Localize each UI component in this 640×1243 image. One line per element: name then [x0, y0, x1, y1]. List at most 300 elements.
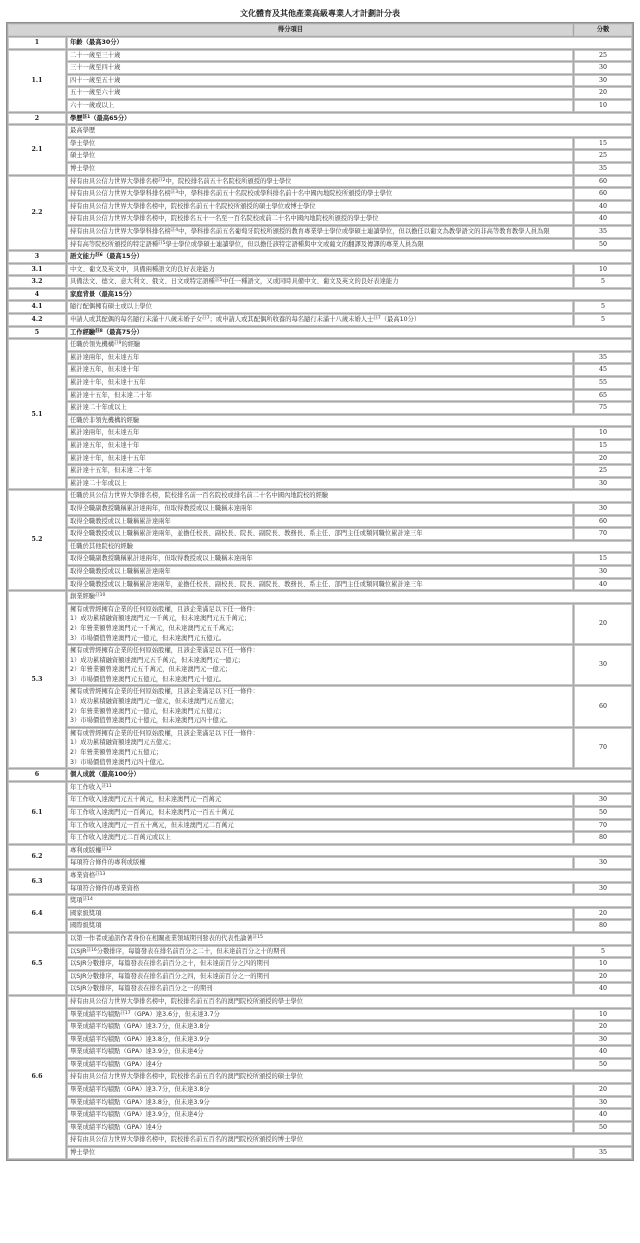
- section-label: 個人成就（最高100分）: [70, 771, 140, 779]
- table-row: [8, 62, 632, 74]
- criteria-text: 國家級獎項: [70, 909, 102, 917]
- header-item: 得分項目: [8, 24, 573, 36]
- criteria-cell: [67, 1021, 573, 1033]
- criteria-cell: [67, 908, 573, 920]
- table-row: [8, 1059, 632, 1071]
- subsection-number: 5.2: [8, 490, 66, 590]
- criteria-cell: [67, 427, 573, 439]
- score-value: 5: [574, 946, 632, 958]
- criteria-text: 最高學歷: [70, 127, 96, 135]
- criteria-line: 1）成功累積融資額達澳門元五億元；: [70, 739, 175, 747]
- criteria-cell: [67, 1084, 573, 1096]
- score-value: 50: [574, 239, 632, 251]
- score-value: 20: [574, 1084, 632, 1096]
- criteria-text: 任職於非領先機構的經驗: [70, 416, 140, 424]
- section-row: [8, 113, 632, 125]
- criteria-text: 二十一歲至三十歲: [70, 51, 121, 59]
- score-value: 25: [574, 50, 632, 62]
- criteria-text: 申請人或其配偶的每名隨行未滿十八歲未婚子女: [70, 316, 203, 324]
- criteria-cell: [67, 579, 573, 591]
- criteria-text-cont: （最高10分）: [380, 316, 421, 324]
- section-title: [67, 37, 632, 49]
- criteria-line: 擁有或曾經擁有企業的任何原始股權，且該企業滿足以下任一條件：: [70, 605, 259, 613]
- criteria-text: 年工作收入達澳門元五十萬元，但未達澳門元一百萬元: [70, 796, 222, 804]
- score-value: 30: [574, 1097, 632, 1109]
- criteria-text: 取得全職副教授職稱累計達兩年，但取得教授或以上職稱未達兩年: [70, 504, 253, 512]
- subsection-number: 6.6: [8, 996, 66, 1159]
- score-value: 75: [574, 402, 632, 414]
- table-row: [8, 1097, 632, 1109]
- criteria-cell: [67, 201, 573, 213]
- criteria-text: 年工作收入: [70, 783, 102, 791]
- score-value: 40: [574, 213, 632, 225]
- section-title: [67, 113, 632, 125]
- footnote-marker: 註15: [252, 934, 263, 940]
- criteria-text: 累計達五年，但未達十年: [70, 442, 140, 449]
- criteria-line: 3）市場價值曾達澳門元五億元，但未達澳門元十億元。: [70, 675, 226, 683]
- subgroup-heading-row: [8, 490, 632, 502]
- subgroup-heading-row: [8, 895, 632, 907]
- criteria-text: 持有由具公信力世界大學學科排名榜: [70, 227, 171, 235]
- score-value: 80: [574, 832, 632, 844]
- table-row: [8, 176, 632, 188]
- criteria-text: 任職於具公信力世界大學排名榜，院校排名前一百名院校或排名前二十名中國內地院校的經驗: [70, 492, 329, 500]
- subgroup-heading-row: [8, 782, 632, 794]
- table-row: [8, 364, 632, 376]
- score-value: 25: [574, 465, 632, 477]
- subsection-number: 5.3: [8, 591, 66, 768]
- subsection-number: 2.2: [8, 176, 66, 251]
- table-row: [8, 213, 632, 225]
- criteria-text: 畢業成績平均積點（GPA）達4分: [70, 1060, 163, 1068]
- footnote-marker: 註7: [373, 316, 381, 322]
- table-row: [8, 352, 632, 364]
- score-value: 30: [574, 883, 632, 895]
- criteria-text-cont: 中，學科排名前五名葡萄牙院校所頒授的教育專業學士學位或學碩士連讀學位，但以擔任以葡文為教學語文的非高等教育教學人員為限: [178, 227, 550, 235]
- subgroup-heading: [67, 339, 632, 351]
- criteria-cell: [67, 62, 573, 74]
- footnote-marker: 註3: [170, 190, 179, 196]
- table-row: [8, 920, 632, 932]
- criteria-line: 1）成功累積融資額達澳門元一億元，但未達澳門元五億元；: [70, 698, 238, 706]
- table-row: [8, 1034, 632, 1046]
- subsection-number: 6.1: [8, 782, 66, 844]
- subgroup-heading: [67, 591, 632, 603]
- score-value: 5: [574, 314, 632, 326]
- criteria-cell: [67, 453, 573, 465]
- criteria-text: 博士學位: [70, 164, 96, 172]
- score-value: 15: [574, 440, 632, 452]
- criteria-cell: [67, 150, 573, 162]
- footnote-marker: 註11: [101, 783, 112, 789]
- subgroup-heading: [67, 782, 632, 794]
- criteria-cell: [67, 528, 573, 540]
- section-label: 工作經驗: [70, 328, 96, 336]
- criteria-text: 學士學位: [70, 139, 96, 147]
- criteria-text: 取得全職教授或以上職稱累計達兩年: [70, 567, 171, 575]
- table-row: [8, 264, 632, 276]
- criteria-text-cont: 中任一種語文，又或同時具備中文、葡文及英文的良好表達能力: [222, 278, 399, 286]
- footnote-marker: 註17: [120, 1010, 131, 1016]
- criteria-text: 畢業成績平均積點（GPA）達3.7分，但未達3.8分: [70, 1086, 210, 1094]
- subgroup-heading-row: [8, 1071, 632, 1083]
- criteria-cell: [67, 50, 573, 62]
- criteria-text: 年工作收入達澳門元二百萬元或以上: [70, 834, 171, 842]
- subsection-number: 4.1: [8, 301, 66, 313]
- criteria-cell: [67, 364, 573, 376]
- criteria-line: 擁有或曾經擁有企業的任何原始股權，且該企業滿足以下任一條件：: [70, 647, 259, 655]
- table-row: [8, 983, 632, 995]
- table-row: [8, 528, 632, 540]
- section-number: 5: [8, 327, 66, 339]
- section-label-max: （最高15分）: [102, 253, 144, 261]
- score-value: 15: [574, 553, 632, 565]
- subsection-number: 6.5: [8, 933, 66, 995]
- table-row: [8, 402, 632, 414]
- table-row: [8, 188, 632, 200]
- criteria-text: 任職於其他院校的經驗: [70, 542, 133, 550]
- score-value: 30: [574, 503, 632, 515]
- score-value: 40: [574, 983, 632, 995]
- table-header-row: [8, 24, 632, 36]
- section-title: [67, 289, 632, 301]
- score-value: 50: [574, 1059, 632, 1071]
- score-value: 35: [574, 226, 632, 238]
- criteria-text: 持有由具公信力世界大學排名榜中，院校排名前五百名的澳門院校所頒授的碩士學位: [70, 1073, 303, 1081]
- criteria-cell: [67, 883, 573, 895]
- criteria-text: 中文、葡文及英文中，具備兩種語文的良好表達能力: [70, 265, 215, 273]
- criteria-text: 持有由具公信力世界大學學科排名榜: [70, 190, 171, 198]
- score-value: 25: [574, 150, 632, 162]
- subgroup-heading: [67, 1071, 632, 1083]
- subgroup-heading: [67, 1134, 632, 1146]
- criteria-cell: [67, 728, 573, 768]
- criteria-text: 取得全職副教授職稱累計達兩年，但取得教授或以上職稱未達兩年: [70, 555, 253, 563]
- score-value: 20: [574, 604, 632, 644]
- section-row: [8, 289, 632, 301]
- footnote-marker: 註16: [86, 947, 97, 953]
- footnote-marker: 註5: [158, 240, 166, 246]
- table-row: [8, 465, 632, 477]
- criteria-text: 以第一作者或通訊作者身份在相關產業領域期刊發表的代表性論著: [70, 934, 253, 942]
- subgroup-heading-row: [8, 591, 632, 603]
- criteria-cell: [67, 226, 573, 238]
- section-row: [8, 251, 632, 263]
- score-value: 60: [574, 516, 632, 528]
- section-number: 3: [8, 251, 66, 263]
- table-row: [8, 1122, 632, 1134]
- score-value: 30: [574, 794, 632, 806]
- criteria-cell: [67, 87, 573, 99]
- table-row: [8, 239, 632, 251]
- score-value: 70: [574, 820, 632, 832]
- table-row: [8, 276, 632, 288]
- criteria-text: 取得全職教授或以上職稱累計達兩年，並擔任校長、副校長、院長、副院長、教務長、系主任、部門主任或類同職位累計達三年: [70, 530, 423, 538]
- criteria-cell: [67, 1147, 573, 1159]
- table-row: [8, 971, 632, 983]
- table-row: [8, 478, 632, 490]
- subgroup-heading: [67, 845, 632, 857]
- table-row: [8, 503, 632, 515]
- table-row: [8, 138, 632, 150]
- table-row: [8, 604, 632, 644]
- score-value: 40: [574, 201, 632, 213]
- subgroup-heading: [67, 933, 632, 945]
- table-row: [8, 453, 632, 465]
- criteria-text: 累計達五年，但未達十年: [70, 366, 140, 374]
- criteria-cell: [67, 264, 573, 276]
- subgroup-heading: [67, 125, 632, 137]
- table-row: [8, 883, 632, 895]
- subgroup-heading-row: [8, 1134, 632, 1146]
- criteria-line: 2）年營業額曾達澳門元五千萬元，但未達澳門元一億元；: [70, 666, 232, 674]
- section-label-max: （最高75分）: [102, 328, 144, 336]
- table-body: [8, 37, 632, 1159]
- subsection-number: 6.4: [8, 895, 66, 932]
- criteria-cell: [67, 645, 573, 685]
- score-value: 40: [574, 1046, 632, 1058]
- criteria-line: 2）年營業額曾達澳門元一千萬元，但未達澳門元五千萬元；: [70, 624, 238, 632]
- criteria-text: 畢業成績平均積點（GPA）達3.7分，但未達3.8分: [70, 1023, 210, 1031]
- score-value: 40: [574, 1109, 632, 1121]
- criteria-cell: [67, 390, 573, 402]
- criteria-line: 3）市場價值曾達澳門元十億元，但未達澳門元四十億元。: [70, 717, 232, 725]
- criteria-cell: [67, 440, 573, 452]
- criteria-cell: [67, 983, 573, 995]
- criteria-cell: [67, 314, 573, 326]
- table-row: [8, 440, 632, 452]
- criteria-text: 累計達兩年，但未達五年: [70, 429, 140, 437]
- footnote-marker: 註6: [95, 253, 103, 259]
- criteria-text: 持有由具公信力世界大學排名榜中，院校排名前五百名的澳門院校所頒授的博士學位: [70, 1136, 303, 1144]
- section-label: 年齡（最高30分）: [70, 39, 123, 46]
- criteria-text: 以SJR分數排序，每篇發表在排名前百分之四，但未達前百分之一的期刊: [70, 972, 270, 980]
- score-value: 20: [574, 908, 632, 920]
- section-label: 語文能力: [70, 253, 96, 261]
- score-value: 20: [574, 1021, 632, 1033]
- criteria-cell: [67, 75, 573, 87]
- criteria-text: 四十一歲至五十歲: [70, 76, 121, 84]
- criteria-cell: [67, 820, 573, 832]
- criteria-text: 專利或版權: [70, 846, 102, 854]
- criteria-cell: [67, 176, 573, 188]
- score-value: 70: [574, 728, 632, 768]
- section-label-max: （最高65分）: [90, 114, 131, 122]
- criteria-text: 畢業成績平均積點（GPA）達3.9分，但未達4分: [70, 1111, 204, 1119]
- criteria-text: 具備法文、德文、意大利文、俄文、日文或特定語種: [70, 278, 215, 286]
- subgroup-heading: [67, 541, 632, 553]
- criteria-cell: [67, 1046, 573, 1058]
- criteria-text: 每項符合條件的專利或版權: [70, 859, 146, 867]
- section-number: 1: [8, 37, 66, 49]
- criteria-cell: [67, 1009, 573, 1021]
- criteria-text: 持有由具公信力世界大學排名榜中，院校排名前五十名院校所頒授的碩士學位或博士學位: [70, 202, 316, 210]
- criteria-text: 累計達二十年或以上: [70, 404, 127, 412]
- criteria-text: 持有高等院校所頒授的特定語種: [70, 240, 159, 248]
- score-value: 60: [574, 176, 632, 188]
- criteria-text: 持有由具公信力世界大學排名榜: [70, 177, 159, 185]
- criteria-cell: [67, 188, 573, 200]
- criteria-text: 每項符合條件的專業資格: [70, 884, 140, 892]
- table-row: [8, 553, 632, 565]
- criteria-text: 畢業成績平均積點（GPA）達4分: [70, 1123, 163, 1131]
- criteria-text: 任職於領先機構: [70, 341, 115, 349]
- subgroup-heading-row: [8, 541, 632, 553]
- criteria-cell: [67, 832, 573, 844]
- table-row: [8, 427, 632, 439]
- criteria-cell: [67, 946, 573, 958]
- criteria-text: 碩士學位: [70, 152, 96, 160]
- subgroup-heading: [67, 996, 632, 1008]
- subgroup-heading-row: [8, 339, 632, 351]
- criteria-text: 取得全職教授或以上職稱累計達兩年，並擔任校長、副校長、院長、副院長、教務長、系主任、部門主任或類同職位累計達三年: [70, 580, 423, 588]
- subsection-number: 3.2: [8, 276, 66, 288]
- table-row: [8, 857, 632, 869]
- criteria-cell: [67, 1109, 573, 1121]
- section-number: 6: [8, 769, 66, 781]
- criteria-text: 畢業成績平均積點: [70, 1010, 121, 1018]
- score-value: 10: [574, 427, 632, 439]
- score-value: 35: [574, 163, 632, 175]
- subsection-number: 6.3: [8, 870, 66, 894]
- criteria-cell: [67, 213, 573, 225]
- criteria-cell: [67, 138, 573, 150]
- score-value: 35: [574, 352, 632, 364]
- score-value: 45: [574, 364, 632, 376]
- criteria-cell: [67, 276, 573, 288]
- score-value: 30: [574, 857, 632, 869]
- table-row: [8, 75, 632, 87]
- section-number: 4: [8, 289, 66, 301]
- subsection-number: 3.1: [8, 264, 66, 276]
- score-value: 60: [574, 188, 632, 200]
- subgroup-heading-row: [8, 125, 632, 137]
- table-row: [8, 566, 632, 578]
- score-value: 30: [574, 566, 632, 578]
- criteria-line: 擁有或曾經擁有企業的任何原始股權，且該企業滿足以下任一條件：: [70, 729, 259, 737]
- score-value: 15: [574, 138, 632, 150]
- footnote-marker: 註5: [214, 278, 223, 284]
- table-row: [8, 1109, 632, 1121]
- subgroup-heading: [67, 490, 632, 502]
- subsection-number: 5.1: [8, 339, 66, 489]
- table-row: [8, 1084, 632, 1096]
- section-title: [67, 251, 632, 263]
- criteria-text: 年工作收入達澳門元一百萬元，但未達澳門元一百五十萬元: [70, 809, 234, 816]
- table-row: [8, 87, 632, 99]
- criteria-cell: [67, 604, 573, 644]
- criteria-cell: [67, 686, 573, 726]
- table-row: [8, 301, 632, 313]
- section-row: [8, 327, 632, 339]
- criteria-cell: [67, 807, 573, 819]
- criteria-text-cont: ；或申請人或其配偶所收養的每名隨行未滿十八歲未婚人士: [209, 316, 374, 324]
- table-row: [8, 1147, 632, 1159]
- criteria-text-cont: 學士學位或學碩士連讀學位，但以擔任該特定語種與中文或葡文的翻譯及傳譯的專業人員為限: [165, 240, 424, 248]
- criteria-cell: [67, 857, 573, 869]
- criteria-cell: [67, 503, 573, 515]
- criteria-cell: [67, 516, 573, 528]
- table-row: [8, 163, 632, 175]
- score-value: 20: [574, 453, 632, 465]
- subgroup-heading: [67, 415, 632, 427]
- criteria-text-cont: 中，學科排名前五十名院校或學科排名前十名中國內地院校所頒授的學士學位: [178, 190, 393, 198]
- subsection-number: 2.1: [8, 125, 66, 174]
- criteria-line: 1）成功累積融資額達澳門元五千萬元，但未達澳門元一億元；: [70, 656, 245, 664]
- score-value: 65: [574, 390, 632, 402]
- criteria-line: 2）年營業額曾達澳門元一億元，但未達澳門元五億元；: [70, 707, 226, 715]
- table-row: [8, 728, 632, 768]
- table-row: [8, 579, 632, 591]
- subgroup-heading: [67, 870, 632, 882]
- table-row: [8, 807, 632, 819]
- subsection-number: 1.1: [8, 50, 66, 112]
- subgroup-heading-row: [8, 845, 632, 857]
- score-value: 40: [574, 579, 632, 591]
- table-row: [8, 377, 632, 389]
- footnote-marker: 註10: [95, 593, 106, 599]
- section-label: 家庭背景（最高15分）: [70, 290, 136, 298]
- criteria-cell: [67, 1122, 573, 1134]
- criteria-text: 以SJR分數排序，每篇發表在排名前百分之十，但未達前百分之四的期刊: [70, 960, 270, 968]
- table-row: [8, 314, 632, 326]
- criteria-text: 六十一歲或以上: [70, 101, 115, 109]
- criteria-text: 以SJR: [70, 947, 87, 955]
- criteria-text: 累計達十年，但未達十五年: [70, 454, 146, 462]
- score-value: 10: [574, 958, 632, 970]
- footnote-marker: 註12: [101, 846, 112, 852]
- subgroup-heading-row: [8, 996, 632, 1008]
- criteria-cell: [67, 566, 573, 578]
- score-value: 80: [574, 920, 632, 932]
- subgroup-heading-row: [8, 415, 632, 427]
- section-number: 2: [8, 113, 66, 125]
- table-row: [8, 645, 632, 685]
- table-row: [8, 832, 632, 844]
- score-value: 30: [574, 478, 632, 490]
- table-row: [8, 946, 632, 958]
- score-value: 5: [574, 301, 632, 313]
- table-row: [8, 686, 632, 726]
- criteria-text: 持有由具公信力世界大學排名榜中，院校排名前五百名的澳門院校所頒授的學士學位: [70, 997, 303, 1005]
- table-row: [8, 50, 632, 62]
- criteria-cell: [67, 239, 573, 251]
- criteria-text: 以SJR分數排序，每篇發表在排名前百分之一的期刊: [70, 985, 213, 993]
- table-row: [8, 100, 632, 112]
- score-value: 20: [574, 971, 632, 983]
- score-value: 10: [574, 1009, 632, 1021]
- criteria-cell: [67, 402, 573, 414]
- score-value: 30: [574, 62, 632, 74]
- criteria-text: 專業資格: [70, 871, 96, 879]
- footnote-marker: 註2: [158, 177, 166, 183]
- criteria-text: 三十一歲至四十歲: [70, 64, 121, 72]
- table-row: [8, 794, 632, 806]
- criteria-text-cont: （GPA）達3.6分，但未達3.7分: [130, 1010, 220, 1018]
- score-value: 30: [574, 75, 632, 87]
- score-value: 10: [574, 100, 632, 112]
- subsection-number: 6.2: [8, 845, 66, 869]
- footnote-marker: 註7: [202, 316, 210, 322]
- table-row: [8, 516, 632, 528]
- section-row: [8, 769, 632, 781]
- criteria-cell: [67, 100, 573, 112]
- score-value: 50: [574, 807, 632, 819]
- table-row: [8, 150, 632, 162]
- criteria-text: 畢業成績平均積點（GPA）達3.9分，但未達4分: [70, 1048, 204, 1056]
- criteria-text: 隨行配偶擁有碩士或以上學位: [70, 303, 152, 311]
- footnote-marker: 註13: [95, 871, 106, 877]
